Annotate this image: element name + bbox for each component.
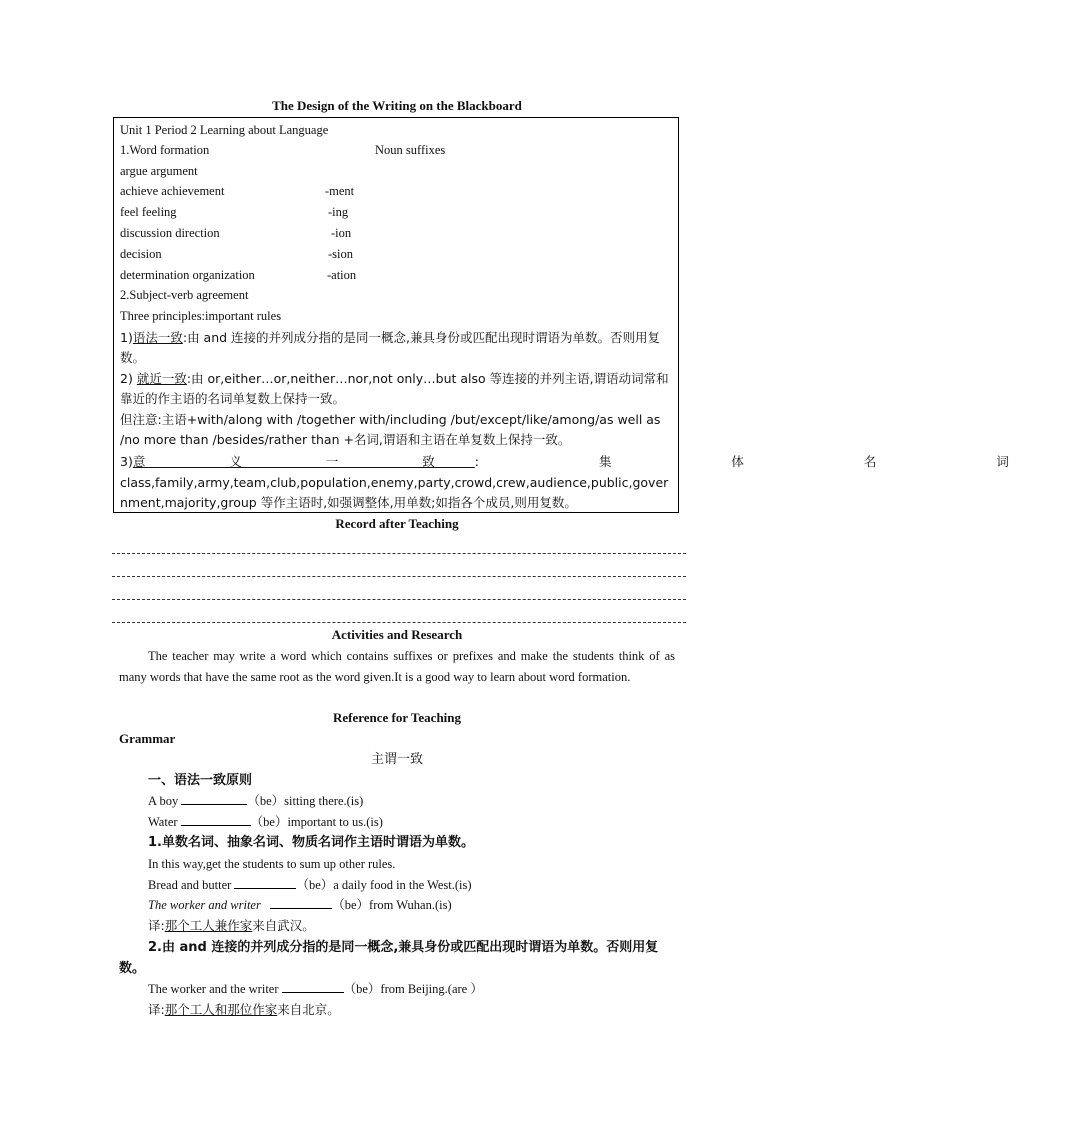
board-rule-2 <box>120 369 674 409</box>
rule-3-collective-nouns: : 集 体 名 词 <box>474 454 1067 469</box>
exercise-5-subject: The worker and the writer <box>148 982 279 996</box>
exercise-4-subject: The worker and writer <box>148 898 261 912</box>
translation-2-underlined: 那个工人和那位作家 <box>164 1002 278 1017</box>
rule-3-number: 3) <box>120 454 133 469</box>
record-title: Record after Teaching <box>335 516 459 531</box>
rule-1-heading: 语法一致 <box>132 330 183 345</box>
translation-2-rest: 来自北京。 <box>277 1002 340 1017</box>
exercise-1-subject: A boy <box>148 794 179 808</box>
board-suffix-ation: -ation <box>327 268 357 282</box>
exercise-4-rest: （be）from Wuhan.(is) <box>332 898 452 912</box>
record-line-4 <box>112 622 686 623</box>
board-suffix-sion: -sion <box>328 247 353 261</box>
rule-1-number: 1) <box>120 330 133 345</box>
board-line-argue: argue argument <box>120 164 198 178</box>
board-title: The Design of the Writing on the Blackboard <box>272 98 522 113</box>
exercise-2 <box>148 812 383 832</box>
board-line-achieve: achieve achievement <box>120 184 225 198</box>
grammar-label: Grammar <box>119 731 176 746</box>
reference-title: Reference for Teaching <box>332 710 462 725</box>
board-line-decision: decision <box>120 247 162 261</box>
translation-1-prefix: 译: <box>148 918 165 933</box>
exercise-3 <box>148 875 472 895</box>
activities-title: Activities and Research <box>331 627 463 642</box>
record-line-1 <box>112 553 686 554</box>
board-rule-2-note: 但注意:主语+with/along with /together with/including /but/except/like/among/as well as /no more than /besides/rather than +名词,谓语和主语在单复数上保持一致。 <box>120 412 661 447</box>
board-line-discussion: discussion direction <box>120 226 220 240</box>
board-rule-3 <box>120 452 1067 472</box>
board-line-word-formation: 1.Word formation <box>120 143 210 157</box>
board-line-feel: feel feeling <box>120 205 177 219</box>
board-suffix-ion: -ion <box>331 226 352 240</box>
exercise-2-rest: （be）important to us.(is) <box>250 815 383 829</box>
teaching-note: In this way,get the students to sum up other rules. <box>148 857 396 871</box>
board-line-noun-suffixes: Noun suffixes <box>375 143 446 157</box>
rule-2-heading: 就近一致 <box>136 371 187 386</box>
record-line-2 <box>112 576 686 577</box>
exercise-1 <box>148 791 363 811</box>
board-line-subject-verb: 2.Subject-verb agreement <box>120 288 249 302</box>
rule-3-heading: 意 义 一 致 <box>132 454 475 469</box>
exercise-1-blank <box>181 792 247 805</box>
rule-2-number: 2) <box>120 371 137 386</box>
rule-2-text: :由 or,either…or,neither…nor,not only…but also 等连接的并列主语,谓语动词常和靠近的作主语的名词单复数上保持一致。 <box>120 371 669 406</box>
exercise-5-rest: （be）from Beijing.(are ） <box>343 982 483 996</box>
translation-1-rest: 来自武汉。 <box>252 918 315 933</box>
exercise-2-subject: Water <box>148 815 178 829</box>
translation-2 <box>148 1000 340 1020</box>
exercise-4 <box>148 895 452 915</box>
board-suffix-ment: -ment <box>325 184 355 198</box>
exercise-5 <box>148 979 483 999</box>
exercise-3-blank <box>234 876 296 889</box>
topic-title: 主谓一致 <box>370 752 423 767</box>
exercise-5-blank <box>282 980 344 993</box>
board-rule-3-text: class,family,army,team,club,population,enemy,party,crowd,crew,audience,public,government,majority,group 等作主语时,如强调整体,用单数;如指各个成员,则用复数。 <box>120 475 669 510</box>
exercise-4-blank <box>270 896 332 909</box>
translation-1 <box>148 916 315 936</box>
exercise-2-blank <box>181 813 251 826</box>
exercise-3-subject: Bread and butter <box>148 878 232 892</box>
board-line-determination: determination organization <box>120 268 255 282</box>
section-1-heading: 一、语法一致原则 <box>148 773 253 788</box>
record-line-3 <box>112 599 686 600</box>
board-rule-1 <box>120 328 674 368</box>
blackboard-box <box>113 117 1067 513</box>
board-line-principles: Three principles:important rules <box>120 309 282 323</box>
rule-2-heading-bold: 2.由 and 连接的并列成分指的是同一概念,兼具身份或匹配出现时谓语为单数。否则用复数。 <box>119 940 659 976</box>
exercise-3-rest: （be）a daily food in the West.(is) <box>296 878 472 892</box>
rule-1-heading-bold: 1.单数名词、抽象名词、物质名词作主语时谓语为单数。 <box>148 835 474 850</box>
translation-1-underlined: 那个工人兼作家 <box>164 918 253 933</box>
rule-1-text: :由 and 连接的并列成分指的是同一概念,兼具身份或匹配出现时谓语为单数。否则用复数。 <box>120 330 661 365</box>
activities-text: The teacher may write a word which contains suffixes or prefixes and make the students think of as many words that have the same root as the word given.It is a good way to learn about word formation. <box>119 649 675 684</box>
exercise-1-rest: （be）sitting there.(is) <box>247 794 364 808</box>
translation-2-prefix: 译: <box>148 1002 165 1017</box>
board-suffix-ing: -ing <box>328 205 349 219</box>
board-line-unit: Unit 1 Period 2 Learning about Language <box>120 123 329 137</box>
